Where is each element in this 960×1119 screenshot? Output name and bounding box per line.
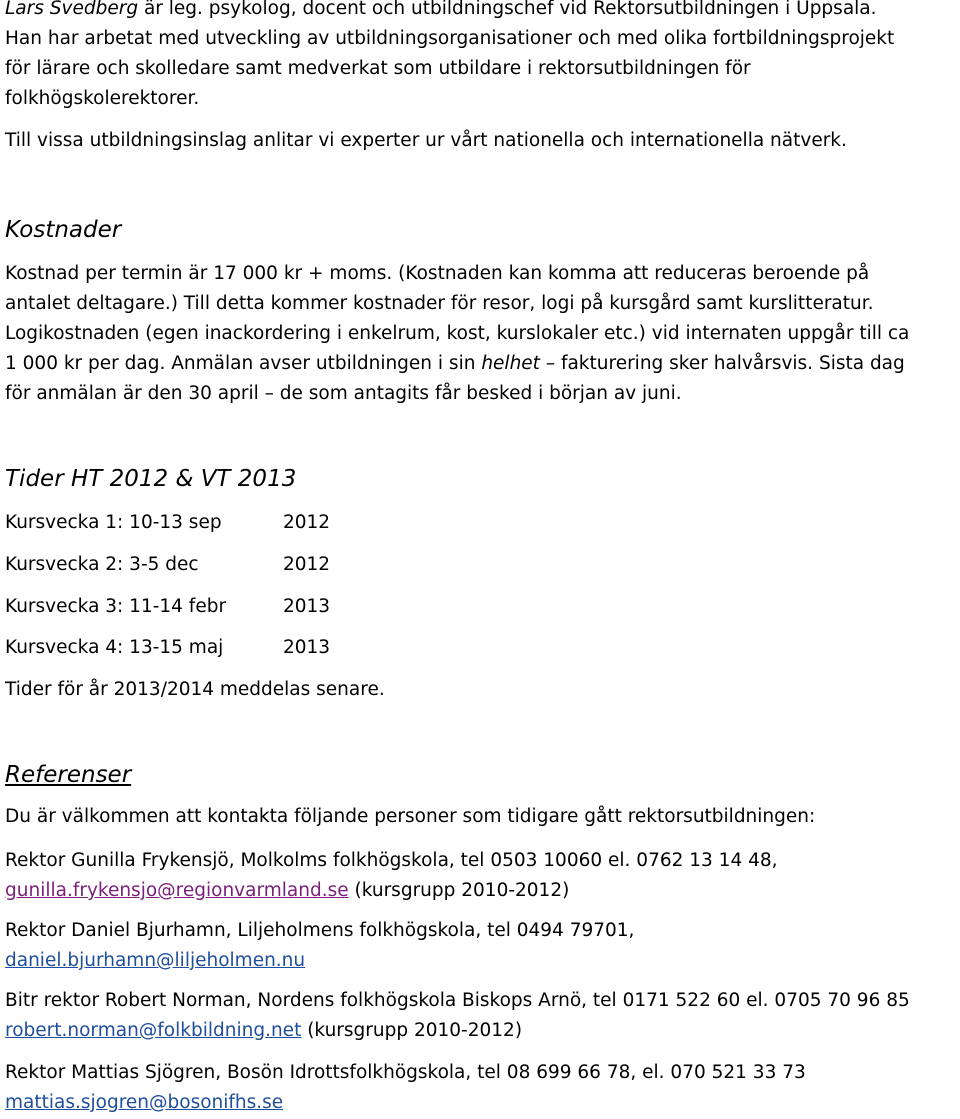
kostnader-line-4-b: – fakturering sker halvårsvis. Sista dag (539, 353, 905, 374)
author-name: Lars Svedberg (5, 0, 139, 19)
kostnader-line-5: för anmälan är den 30 april – de som antagits får besked i början av juni. (5, 383, 682, 404)
reference-contact-line: Bitr rektor Robert Norman, Nordens folkhögskola Biskops Arnö, tel 0171 522 60 el. 0705 70 96 85 (5, 990, 910, 1011)
reference-email-line (5, 1088, 283, 1118)
tider-note: Tider för år 2013/2014 meddelas senare. (5, 679, 385, 700)
reference-suffix: (kursgrupp 2010-2012) (348, 880, 570, 901)
email-link[interactable]: robert.norman@folkbildning.net (5, 1020, 302, 1041)
referenser-intro: Du är välkommen att kontakta följande personer som tidigare gått rektorsutbildningen: (5, 806, 816, 827)
kostnader-line-1: Kostnad per termin är 17 000 kr + moms. (Kostnaden kan komma att reduceras beroende på (5, 263, 870, 284)
heading-kostnader: Kostnader (5, 217, 122, 243)
kostnader-line-4 (5, 349, 905, 379)
kursvecka-row (5, 550, 330, 580)
kursvecka-row (5, 633, 330, 663)
kursvecka-label: Kursvecka 2: 3-5 dec (5, 554, 199, 575)
reference-contact-line: Rektor Gunilla Frykensjö, Molkolms folkhögskola, tel 0503 10060 el. 0762 13 14 48, (5, 850, 778, 871)
kostnader-line-3: Logikostnaden (egen inackordering i enkelrum, kost, kurslokaler etc.) vid internaten uppgår till ca (5, 323, 910, 344)
kostnader-line-4-italic: helhet (481, 353, 540, 374)
reference-email-line (5, 946, 305, 976)
email-link[interactable]: daniel.bjurhamn@liljeholmen.nu (5, 950, 306, 971)
email-link[interactable]: mattias.sjogren@bosonifhs.se (5, 1092, 284, 1113)
email-link[interactable]: gunilla.frykensjo@regionvarmland.se (5, 880, 349, 901)
kursvecka-row (5, 592, 330, 622)
heading-tider: Tider HT 2012 & VT 2013 (5, 466, 297, 492)
intro-line-5: Till vissa utbildningsinslag anlitar vi experter ur vårt nationella och internationella nätverk. (5, 130, 847, 151)
heading-referenser: Referenser (5, 762, 132, 788)
kursvecka-year: 2012 (283, 554, 331, 575)
kursvecka-year: 2013 (283, 637, 331, 658)
kursvecka-label: Kursvecka 4: 13-15 maj (5, 637, 224, 658)
kostnader-line-2: antalet deltagare.) Till detta kommer kostnader för resor, logi på kursgård samt kurslitteratur. (5, 293, 874, 314)
kursvecka-label: Kursvecka 1: 10-13 sep (5, 512, 222, 533)
reference-suffix: (kursgrupp 2010-2012) (301, 1020, 523, 1041)
kursvecka-year: 2013 (283, 596, 331, 617)
kostnader-line-4-a: 1 000 kr per dag. Anmälan avser utbildningen i sin (5, 353, 482, 374)
intro-line-1-text: är leg. psykolog, docent och utbildningschef vid Rektorsutbildningen i Uppsala. (138, 0, 877, 19)
kursvecka-row (5, 508, 330, 538)
intro-line-2: Han har arbetat med utveckling av utbildningsorganisationer och med olika fortbildningsprojekt (5, 28, 895, 49)
reference-contact-line: Rektor Daniel Bjurhamn, Liljeholmens folkhögskola, tel 0494 79701, (5, 920, 635, 941)
intro-line-1 (5, 0, 877, 24)
reference-email-line (5, 876, 569, 906)
kursvecka-year: 2012 (283, 512, 331, 533)
reference-contact-line: Rektor Mattias Sjögren, Bosön Idrottsfolkhögskola, tel 08 699 66 78, el. 070 521 33 73 (5, 1062, 806, 1083)
intro-line-4: folkhögskolerektorer. (5, 88, 200, 109)
kursvecka-label: Kursvecka 3: 11-14 febr (5, 596, 227, 617)
reference-email-line (5, 1016, 522, 1046)
intro-line-3: för lärare och skolledare samt medverkat som utbildare i rektorsutbildningen för (5, 58, 751, 79)
